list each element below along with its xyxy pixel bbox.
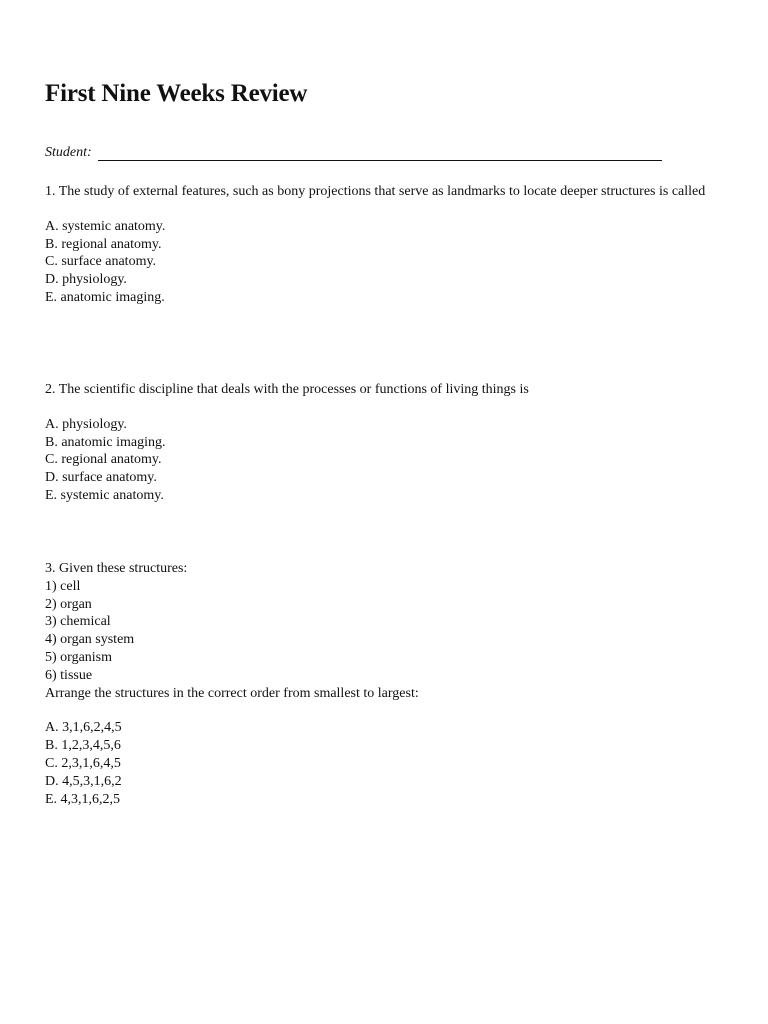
answer-option[interactable]: A. physiology. xyxy=(45,416,127,432)
answer-option[interactable]: C. 2,3,1,6,4,5 xyxy=(45,755,121,771)
answer-option[interactable]: E. 4,3,1,6,2,5 xyxy=(45,791,121,807)
structure-item: 6) tissue xyxy=(45,667,93,683)
student-name-line[interactable] xyxy=(98,146,662,161)
answer-option[interactable]: C. regional anatomy. xyxy=(45,452,162,468)
structure-item: 1) cell xyxy=(45,578,81,594)
answer-option[interactable]: E. anatomic imaging. xyxy=(45,289,165,305)
student-field xyxy=(45,145,662,161)
student-label: Student: xyxy=(45,145,92,160)
answer-option[interactable]: A. 3,1,6,2,4,5 xyxy=(45,720,122,736)
page-title: First Nine Weeks Review xyxy=(45,80,308,107)
question-3 xyxy=(45,560,735,808)
answer-option[interactable]: A. systemic anatomy. xyxy=(45,218,166,234)
answer-option[interactable]: B. regional anatomy. xyxy=(45,236,162,252)
question-stem: 3. Given these structures: xyxy=(45,561,188,576)
answer-option[interactable]: D. surface anatomy. xyxy=(45,470,157,486)
question-stem: 2. The scientific discipline that deals with the processes or functions of living things is xyxy=(45,382,529,397)
structure-item: 4) organ system xyxy=(45,632,135,648)
answer-option[interactable]: B. anatomic imaging. xyxy=(45,434,166,450)
answer-option[interactable]: D. 4,5,3,1,6,2 xyxy=(45,773,122,789)
question-2 xyxy=(45,381,735,505)
answer-option[interactable]: D. physiology. xyxy=(45,272,127,288)
question-1 xyxy=(45,183,735,307)
answer-option[interactable]: B. 1,2,3,4,5,6 xyxy=(45,738,121,754)
structure-item: 5) organism xyxy=(45,649,113,665)
answer-option[interactable]: E. systemic anatomy. xyxy=(45,487,164,503)
question-stem: 1. The study of external features, such as bony projections that serve as landmarks to locate deeper structures is called xyxy=(45,184,706,199)
answer-option[interactable]: C. surface anatomy. xyxy=(45,254,157,270)
structure-item: 2) organ xyxy=(45,596,92,612)
structure-item: 3) chemical xyxy=(45,614,111,630)
question-instruction: Arrange the structures in the correct order from smallest to largest: xyxy=(45,685,419,701)
